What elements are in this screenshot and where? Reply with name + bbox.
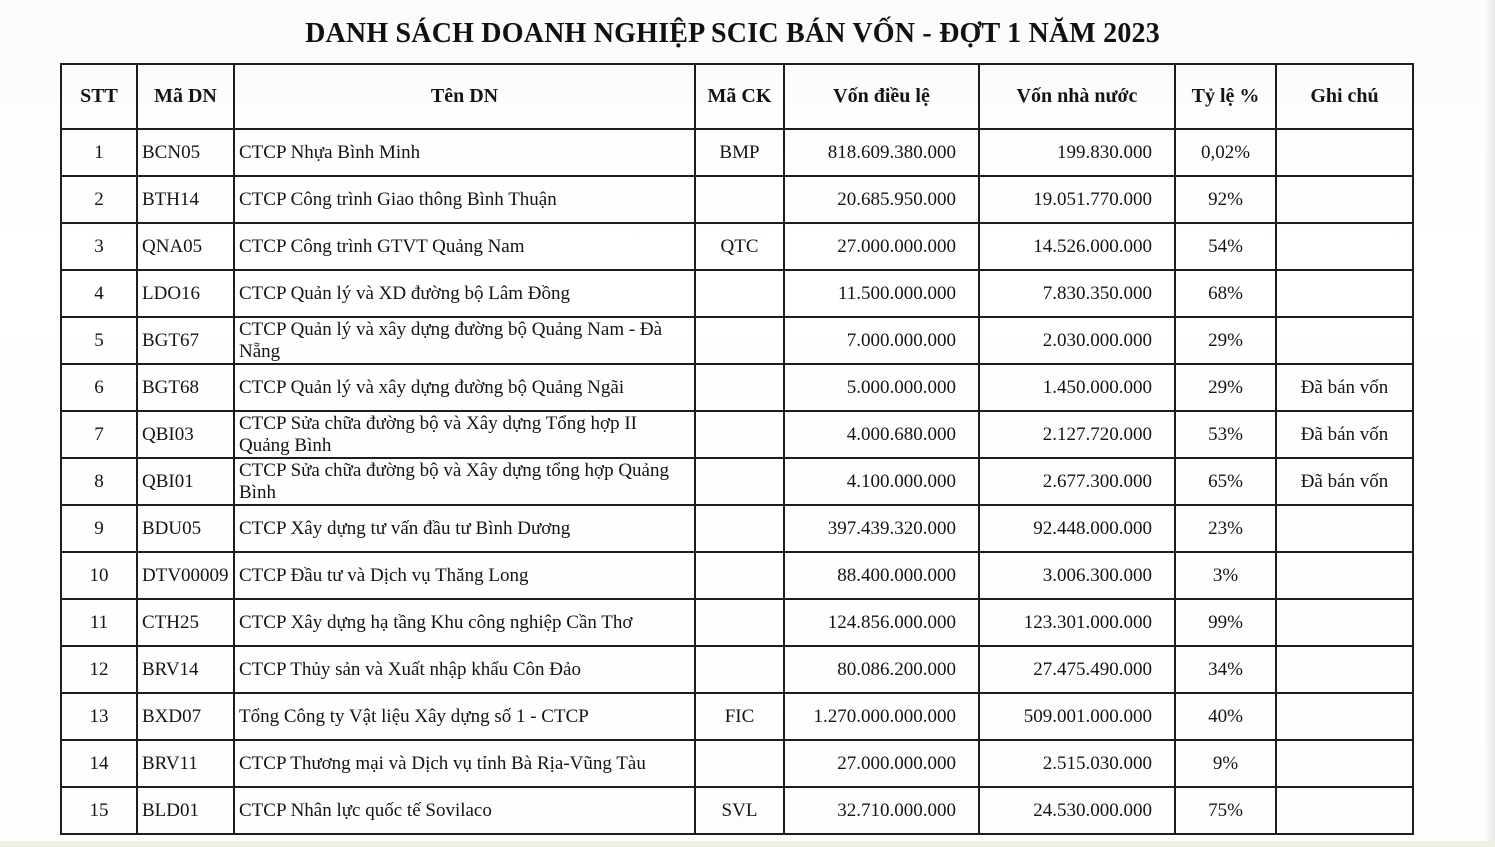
- cell-stt: 7: [61, 411, 137, 458]
- cell-stt: 6: [61, 364, 137, 411]
- cell-ten-dn: CTCP Quản lý và xây dựng đường bộ Quảng Nam - Đà Nẵng: [234, 317, 695, 364]
- cell-ghi-chu: [1276, 693, 1413, 740]
- cell-ghi-chu: Đã bán vốn: [1276, 364, 1413, 411]
- cell-ten-dn: CTCP Sửa chữa đường bộ và Xây dựng tổng hợp Quảng Bình: [234, 458, 695, 505]
- cell-von-nha-nuoc: 199.830.000: [979, 129, 1175, 176]
- table-row: [61, 223, 1413, 270]
- cell-ten-dn: CTCP Nhựa Bình Minh: [234, 129, 695, 176]
- document-title: DANH SÁCH DOANH NGHIỆP SCIC BÁN VỐN - ĐỢT 1 NĂM 2023: [305, 18, 1160, 49]
- cell-ten-dn: CTCP Sửa chữa đường bộ và Xây dựng Tổng hợp II Quảng Bình: [234, 411, 695, 458]
- cell-ten-dn: CTCP Xây dựng tư vấn đầu tư Bình Dương: [234, 505, 695, 552]
- cell-ghi-chu: [1276, 223, 1413, 270]
- cell-ma-dn: DTV00009: [137, 552, 234, 599]
- cell-ma-dn: CTH25: [137, 599, 234, 646]
- cell-stt: 5: [61, 317, 137, 364]
- cell-von-nha-nuoc: 2.030.000.000: [979, 317, 1175, 364]
- cell-ten-dn: CTCP Quản lý và xây dựng đường bộ Quảng Ngãi: [234, 364, 695, 411]
- cell-von-dieu-le: 80.086.200.000: [784, 646, 979, 693]
- cell-ma-ck: [695, 317, 784, 364]
- cell-stt: 12: [61, 646, 137, 693]
- cell-ty-le: 34%: [1175, 646, 1276, 693]
- table-row: [61, 740, 1413, 787]
- cell-ghi-chu: [1276, 552, 1413, 599]
- cell-ghi-chu: [1276, 176, 1413, 223]
- cell-ma-dn: BTH14: [137, 176, 234, 223]
- cell-ten-dn: CTCP Xây dựng hạ tầng Khu công nghiệp Cần Thơ: [234, 599, 695, 646]
- cell-ty-le: 29%: [1175, 364, 1276, 411]
- cell-ma-dn: QBI01: [137, 458, 234, 505]
- cell-von-dieu-le: 1.270.000.000.000: [784, 693, 979, 740]
- cell-von-nha-nuoc: 2.677.300.000: [979, 458, 1175, 505]
- cell-ten-dn: CTCP Đầu tư và Dịch vụ Thăng Long: [234, 552, 695, 599]
- cell-von-nha-nuoc: 509.001.000.000: [979, 693, 1175, 740]
- cell-von-nha-nuoc: 24.530.000.000: [979, 787, 1175, 834]
- cell-von-nha-nuoc: 3.006.300.000: [979, 552, 1175, 599]
- table-row: [61, 693, 1413, 740]
- cell-ma-ck: SVL: [695, 787, 784, 834]
- table-row: [61, 317, 1413, 364]
- header-ma-dn: Mã DN: [137, 64, 234, 129]
- header-ghi-chu: Ghi chú: [1276, 64, 1413, 129]
- cell-stt: 15: [61, 787, 137, 834]
- cell-ma-ck: [695, 411, 784, 458]
- cell-ten-dn: CTCP Nhân lực quốc tế Sovilaco: [234, 787, 695, 834]
- cell-ma-dn: QBI03: [137, 411, 234, 458]
- cell-von-nha-nuoc: 2.515.030.000: [979, 740, 1175, 787]
- cell-ghi-chu: Đã bán vốn: [1276, 458, 1413, 505]
- cell-ma-ck: [695, 646, 784, 693]
- cell-stt: 9: [61, 505, 137, 552]
- cell-ma-ck: [695, 552, 784, 599]
- cell-ty-le: 29%: [1175, 317, 1276, 364]
- cell-stt: 14: [61, 740, 137, 787]
- cell-von-dieu-le: 20.685.950.000: [784, 176, 979, 223]
- cell-von-dieu-le: 4.100.000.000: [784, 458, 979, 505]
- cell-ghi-chu: [1276, 270, 1413, 317]
- cell-ty-le: 40%: [1175, 693, 1276, 740]
- header-von-nha-nuoc: Vốn nhà nước: [979, 64, 1175, 129]
- cell-ghi-chu: [1276, 599, 1413, 646]
- cell-von-nha-nuoc: 7.830.350.000: [979, 270, 1175, 317]
- cell-von-nha-nuoc: 2.127.720.000: [979, 411, 1175, 458]
- cell-ty-le: 68%: [1175, 270, 1276, 317]
- header-von-dieu-le: Vốn điều lệ: [784, 64, 979, 129]
- cell-von-dieu-le: 27.000.000.000: [784, 740, 979, 787]
- table-header-row: [61, 64, 1413, 129]
- cell-von-nha-nuoc: 19.051.770.000: [979, 176, 1175, 223]
- cell-ghi-chu: [1276, 787, 1413, 834]
- header-stt: STT: [61, 64, 137, 129]
- cell-ty-le: 23%: [1175, 505, 1276, 552]
- cell-ten-dn: CTCP Công trình GTVT Quảng Nam: [234, 223, 695, 270]
- cell-ma-ck: [695, 458, 784, 505]
- cell-ma-ck: [695, 270, 784, 317]
- cell-ten-dn: CTCP Quản lý và XD đường bộ Lâm Đồng: [234, 270, 695, 317]
- table-body: [61, 129, 1413, 834]
- cell-ghi-chu: [1276, 646, 1413, 693]
- cell-ma-ck: QTC: [695, 223, 784, 270]
- cell-ten-dn: CTCP Thủy sản và Xuất nhập khẩu Côn Đảo: [234, 646, 695, 693]
- cell-ty-le: 99%: [1175, 599, 1276, 646]
- cell-von-dieu-le: 4.000.680.000: [784, 411, 979, 458]
- cell-ma-dn: BRV11: [137, 740, 234, 787]
- cell-ty-le: 9%: [1175, 740, 1276, 787]
- cell-ty-le: 75%: [1175, 787, 1276, 834]
- cell-stt: 10: [61, 552, 137, 599]
- cell-ma-dn: BRV14: [137, 646, 234, 693]
- cell-ma-dn: QNA05: [137, 223, 234, 270]
- table-row: [61, 364, 1413, 411]
- cell-von-dieu-le: 11.500.000.000: [784, 270, 979, 317]
- table-row: [61, 552, 1413, 599]
- cell-von-nha-nuoc: 123.301.000.000: [979, 599, 1175, 646]
- enterprise-table: [60, 63, 1414, 835]
- cell-ty-le: 53%: [1175, 411, 1276, 458]
- cell-ma-dn: BDU05: [137, 505, 234, 552]
- cell-ma-dn: BCN05: [137, 129, 234, 176]
- cell-ten-dn: CTCP Công trình Giao thông Bình Thuận: [234, 176, 695, 223]
- table-row: [61, 646, 1413, 693]
- cell-ma-ck: FIC: [695, 693, 784, 740]
- table-row: [61, 176, 1413, 223]
- cell-ten-dn: CTCP Thương mại và Dịch vụ tỉnh Bà Rịa-Vũng Tàu: [234, 740, 695, 787]
- cell-von-dieu-le: 397.439.320.000: [784, 505, 979, 552]
- cell-von-dieu-le: 818.609.380.000: [784, 129, 979, 176]
- cell-ma-ck: [695, 364, 784, 411]
- cell-ma-ck: BMP: [695, 129, 784, 176]
- cell-ghi-chu: [1276, 317, 1413, 364]
- cell-von-nha-nuoc: 14.526.000.000: [979, 223, 1175, 270]
- table-row: [61, 458, 1413, 505]
- table-row: [61, 411, 1413, 458]
- cell-ghi-chu: [1276, 505, 1413, 552]
- cell-von-dieu-le: 88.400.000.000: [784, 552, 979, 599]
- cell-stt: 2: [61, 176, 137, 223]
- cell-ty-le: 3%: [1175, 552, 1276, 599]
- table-row: [61, 505, 1413, 552]
- cell-ty-le: 0,02%: [1175, 129, 1276, 176]
- cell-stt: 8: [61, 458, 137, 505]
- cell-ma-dn: BXD07: [137, 693, 234, 740]
- cell-von-dieu-le: 27.000.000.000: [784, 223, 979, 270]
- cell-stt: 11: [61, 599, 137, 646]
- cell-ma-dn: LDO16: [137, 270, 234, 317]
- cell-ghi-chu: [1276, 740, 1413, 787]
- cell-ghi-chu: [1276, 129, 1413, 176]
- cell-von-dieu-le: 124.856.000.000: [784, 599, 979, 646]
- header-ten-dn: Tên DN: [234, 64, 695, 129]
- cell-ma-ck: [695, 740, 784, 787]
- header-ma-ck: Mã CK: [695, 64, 784, 129]
- cell-ty-le: 65%: [1175, 458, 1276, 505]
- cell-ma-ck: [695, 176, 784, 223]
- cell-ghi-chu: Đã bán vốn: [1276, 411, 1413, 458]
- cell-von-nha-nuoc: 1.450.000.000: [979, 364, 1175, 411]
- page-bottom-edge: [0, 841, 1495, 847]
- cell-stt: 3: [61, 223, 137, 270]
- cell-ma-dn: BLD01: [137, 787, 234, 834]
- table-row: [61, 129, 1413, 176]
- cell-von-dieu-le: 32.710.000.000: [784, 787, 979, 834]
- cell-ten-dn: Tổng Công ty Vật liệu Xây dựng số 1 - CTCP: [234, 693, 695, 740]
- cell-von-dieu-le: 5.000.000.000: [784, 364, 979, 411]
- cell-stt: 13: [61, 693, 137, 740]
- cell-von-dieu-le: 7.000.000.000: [784, 317, 979, 364]
- header-ty-le: Tỷ lệ %: [1175, 64, 1276, 129]
- page-edge-shadow: [1483, 0, 1495, 847]
- cell-ma-dn: BGT67: [137, 317, 234, 364]
- cell-von-nha-nuoc: 27.475.490.000: [979, 646, 1175, 693]
- cell-ma-ck: [695, 599, 784, 646]
- cell-von-nha-nuoc: 92.448.000.000: [979, 505, 1175, 552]
- cell-ty-le: 92%: [1175, 176, 1276, 223]
- cell-ma-ck: [695, 505, 784, 552]
- cell-ma-dn: BGT68: [137, 364, 234, 411]
- table-row: [61, 599, 1413, 646]
- cell-ty-le: 54%: [1175, 223, 1276, 270]
- table-row: [61, 787, 1413, 834]
- table-row: [61, 270, 1413, 317]
- cell-stt: 4: [61, 270, 137, 317]
- cell-stt: 1: [61, 129, 137, 176]
